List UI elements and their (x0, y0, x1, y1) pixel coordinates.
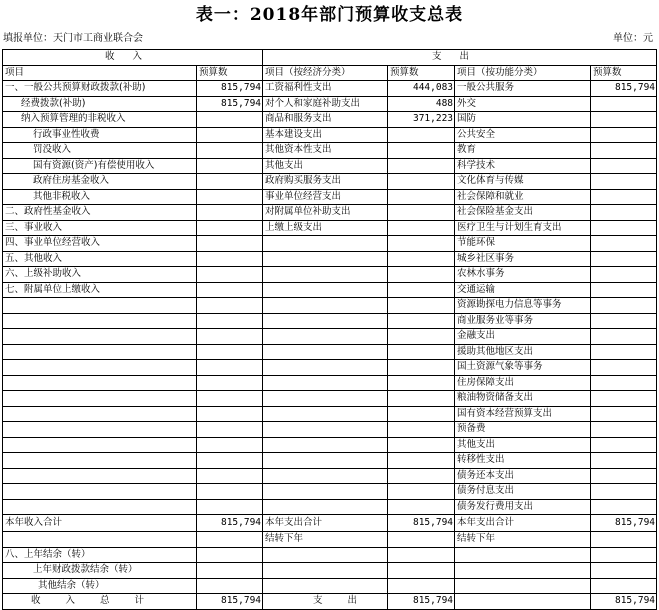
grand-expense-total-value-func: 815,794 (591, 594, 657, 610)
func-item-label: 转移性支出 (455, 453, 591, 469)
func-item-label: 债务还本支出 (455, 468, 591, 484)
func-item-value (591, 127, 657, 143)
econ-item-label: 事业单位经营支出 (263, 189, 388, 205)
blank-cell (455, 578, 591, 594)
col-econ-header: 项目（按经济分类） (263, 65, 388, 81)
income-item-value (197, 236, 263, 252)
table-row (3, 468, 657, 484)
currency-unit: 单位：元 (613, 33, 653, 44)
func-item-label: 援助其他地区支出 (455, 344, 591, 360)
income-item-value (197, 375, 263, 391)
income-item-label: 二、政府性基金收入 (3, 205, 197, 221)
table-row (3, 329, 657, 345)
func-item-label: 债务付息支出 (455, 484, 591, 500)
func-item-label: 社会保险基金支出 (455, 205, 591, 221)
econ-item-value (388, 174, 455, 190)
income-item-value (197, 205, 263, 221)
func-item-label: 其他支出 (455, 437, 591, 453)
econ-item-label (263, 375, 388, 391)
income-item-value (197, 406, 263, 422)
econ-item-label (263, 499, 388, 515)
table-row (3, 344, 657, 360)
table-row (3, 143, 657, 159)
econ-item-label: 政府购买服务支出 (263, 174, 388, 190)
col-item-header: 项目 (3, 65, 197, 81)
econ-item-label (263, 391, 388, 407)
func-item-value (591, 344, 657, 360)
func-item-value (591, 158, 657, 174)
income-item-label (3, 484, 197, 500)
econ-item-value (388, 236, 455, 252)
blank-cell (197, 547, 263, 563)
income-item-label: 经费拨款(补助) (3, 96, 197, 112)
econ-item-label (263, 282, 388, 298)
econ-item-value (388, 313, 455, 329)
income-item-label (3, 391, 197, 407)
income-item-value (197, 437, 263, 453)
func-item-value (591, 484, 657, 500)
func-item-value (591, 112, 657, 128)
grand-expense-total-value: 815,794 (388, 594, 455, 610)
income-item-value (197, 220, 263, 236)
econ-item-value (388, 298, 455, 314)
econ-item-value: 444,083 (388, 81, 455, 97)
econ-item-value (388, 205, 455, 221)
econ-item-value (388, 499, 455, 515)
func-item-label: 国土资源气象等事务 (455, 360, 591, 376)
income-item-label: 国有资源(资产)有偿使用收入 (3, 158, 197, 174)
blank-cell (197, 578, 263, 594)
econ-item-label (263, 453, 388, 469)
income-item-label (3, 453, 197, 469)
econ-item-value (388, 437, 455, 453)
func-item-value (591, 360, 657, 376)
econ-item-label (263, 468, 388, 484)
econ-item-value: 371,223 (388, 112, 455, 128)
func-item-value (591, 313, 657, 329)
econ-item-value: 488 (388, 96, 455, 112)
econ-item-value (388, 329, 455, 345)
econ-item-label (263, 251, 388, 267)
econ-item-value (388, 422, 455, 438)
income-item-value (197, 251, 263, 267)
func-item-label: 社会保障和就业 (455, 189, 591, 205)
table-row (3, 205, 657, 221)
income-item-label (3, 313, 197, 329)
econ-item-label (263, 313, 388, 329)
func-item-value (591, 406, 657, 422)
table-row (3, 174, 657, 190)
econ-item-value (388, 484, 455, 500)
income-item-value: 815,794 (197, 81, 263, 97)
func-item-label: 文化体育与传媒 (455, 174, 591, 190)
income-item-value (197, 484, 263, 500)
income-item-value (197, 391, 263, 407)
income-item-value (197, 298, 263, 314)
func-item-value (591, 220, 657, 236)
econ-item-label: 其他资本性支出 (263, 143, 388, 159)
blank-cell (388, 578, 455, 594)
prev-balance-label: 八、上年结余（转） (3, 547, 197, 563)
col-func-header: 项目（按功能分类） (455, 65, 591, 81)
econ-item-value (388, 220, 455, 236)
func-item-value: 815,794 (591, 81, 657, 97)
income-item-label: 四、事业单位经营收入 (3, 236, 197, 252)
blank-cell (591, 563, 657, 579)
econ-item-value (388, 344, 455, 360)
income-year-total-label: 本年收入合计 (3, 515, 197, 532)
econ-item-value (388, 360, 455, 376)
income-item-label (3, 437, 197, 453)
blank-cell (197, 532, 263, 548)
grand-expense-total-label: 支 出 (263, 594, 388, 610)
income-item-label (3, 499, 197, 515)
income-item-value (197, 468, 263, 484)
func-item-label: 国防 (455, 112, 591, 128)
reporting-unit: 填报单位：天门市工商业联合会 (3, 33, 143, 44)
income-item-label: 其他非税收入 (3, 189, 197, 205)
table-row (3, 267, 657, 283)
table-row (3, 422, 657, 438)
table-row (3, 112, 657, 128)
blank-cell (591, 578, 657, 594)
econ-item-label (263, 236, 388, 252)
income-item-label: 纳入预算管理的非税收入 (3, 112, 197, 128)
func-item-value (591, 205, 657, 221)
func-item-label: 城乡社区事务 (455, 251, 591, 267)
income-item-label: 六、上级补助收入 (3, 267, 197, 283)
econ-item-label (263, 437, 388, 453)
blank-cell (388, 532, 455, 548)
blank-cell (263, 578, 388, 594)
income-item-label: 三、事业收入 (3, 220, 197, 236)
blank-cell (455, 594, 591, 610)
carry-forward-label: 结转下年 (263, 532, 388, 548)
table-row (3, 96, 657, 112)
income-item-value (197, 189, 263, 205)
econ-item-label (263, 267, 388, 283)
income-item-label: 一、一般公共预算财政拨款(补助) (3, 81, 197, 97)
blank-cell (388, 563, 455, 579)
econ-item-label (263, 360, 388, 376)
econ-item-label (263, 344, 388, 360)
col-budget3-header: 预算数 (591, 65, 657, 81)
income-item-value (197, 499, 263, 515)
income-item-label: 政府住房基金收入 (3, 174, 197, 190)
income-item-value (197, 422, 263, 438)
grand-income-total-value: 815,794 (197, 594, 263, 610)
expense-year-total-value: 815,794 (388, 515, 455, 532)
func-item-value (591, 267, 657, 283)
page-title: 表一：2018年部门预算收支总表 (195, 5, 464, 25)
func-item-label: 国有资本经营预算支出 (455, 406, 591, 422)
econ-item-label (263, 406, 388, 422)
income-item-value (197, 282, 263, 298)
func-item-value (591, 143, 657, 159)
econ-item-value (388, 391, 455, 407)
econ-item-value (388, 375, 455, 391)
income-item-value: 815,794 (197, 96, 263, 112)
econ-item-value (388, 251, 455, 267)
func-item-label: 交通运输 (455, 282, 591, 298)
table-row (3, 313, 657, 329)
func-item-label: 资源勘探电力信息等事务 (455, 298, 591, 314)
income-item-label (3, 406, 197, 422)
table-row (3, 484, 657, 500)
income-item-value (197, 143, 263, 159)
table-row (3, 189, 657, 205)
func-item-value (591, 189, 657, 205)
econ-item-value (388, 406, 455, 422)
func-item-label: 粮油物资储备支出 (455, 391, 591, 407)
func-item-label: 一般公共服务 (455, 81, 591, 97)
col-budget-header: 预算数 (197, 65, 263, 81)
blank-cell (3, 532, 197, 548)
func-item-value (591, 329, 657, 345)
econ-item-value (388, 127, 455, 143)
grand-income-total-label: 收 入 总 计 (3, 594, 197, 610)
blank-cell (263, 563, 388, 579)
income-item-value (197, 360, 263, 376)
blank-cell (197, 563, 263, 579)
blank-cell (455, 563, 591, 579)
income-item-value (197, 112, 263, 128)
table-row (3, 127, 657, 143)
func-item-value (591, 236, 657, 252)
carry-forward-label-func: 结转下年 (455, 532, 591, 548)
econ-item-label: 对附属单位补助支出 (263, 205, 388, 221)
func-item-value (591, 174, 657, 190)
func-item-label: 农林水事务 (455, 267, 591, 283)
econ-item-value (388, 158, 455, 174)
table-row (3, 298, 657, 314)
func-item-label: 外交 (455, 96, 591, 112)
income-item-value (197, 267, 263, 283)
func-item-value (591, 468, 657, 484)
econ-item-label: 上缴上级支出 (263, 220, 388, 236)
econ-item-value (388, 189, 455, 205)
func-item-label: 节能环保 (455, 236, 591, 252)
expense-year-total-value-func: 815,794 (591, 515, 657, 532)
econ-item-label: 商品和服务支出 (263, 112, 388, 128)
econ-item-label: 对个人和家庭补助支出 (263, 96, 388, 112)
func-item-value (591, 251, 657, 267)
income-item-label: 行政事业性收费 (3, 127, 197, 143)
func-item-value (591, 298, 657, 314)
table-row (3, 360, 657, 376)
econ-item-value (388, 453, 455, 469)
income-item-label (3, 422, 197, 438)
income-item-label: 罚没收入 (3, 143, 197, 159)
econ-item-label (263, 422, 388, 438)
expense-year-total-label-func: 本年支出合计 (455, 515, 591, 532)
other-balance-label: 其他结余（转） (3, 578, 197, 594)
table-row (3, 391, 657, 407)
income-item-label (3, 468, 197, 484)
func-item-value (591, 96, 657, 112)
table-row (3, 81, 657, 97)
table-row (3, 282, 657, 298)
income-item-label (3, 344, 197, 360)
income-item-label: 七、附属单位上缴收入 (3, 282, 197, 298)
blank-cell (388, 547, 455, 563)
func-item-label: 医疗卫生与计划生育支出 (455, 220, 591, 236)
income-item-value (197, 453, 263, 469)
econ-item-label (263, 484, 388, 500)
expense-year-total-label: 本年支出合计 (263, 515, 388, 532)
func-item-label: 住房保障支出 (455, 375, 591, 391)
func-item-label: 教育 (455, 143, 591, 159)
func-item-label: 公共安全 (455, 127, 591, 143)
income-item-label (3, 360, 197, 376)
blank-cell (263, 547, 388, 563)
func-item-value (591, 453, 657, 469)
econ-item-label (263, 329, 388, 345)
econ-item-value (388, 468, 455, 484)
func-item-label: 金融支出 (455, 329, 591, 345)
blank-cell (591, 547, 657, 563)
budget-table (2, 49, 657, 610)
income-item-label: 五、其他收入 (3, 251, 197, 267)
func-item-value (591, 375, 657, 391)
blank-cell (591, 532, 657, 548)
income-item-value (197, 127, 263, 143)
table-row (3, 375, 657, 391)
econ-item-label: 基本建设支出 (263, 127, 388, 143)
func-item-label: 科学技术 (455, 158, 591, 174)
econ-item-value (388, 282, 455, 298)
func-item-value (591, 437, 657, 453)
table-row (3, 236, 657, 252)
func-item-label: 预备费 (455, 422, 591, 438)
income-item-value (197, 344, 263, 360)
func-item-value (591, 422, 657, 438)
col-budget2-header: 预算数 (388, 65, 455, 81)
income-item-label (3, 298, 197, 314)
income-item-label (3, 329, 197, 345)
func-item-label: 商业服务业等事务 (455, 313, 591, 329)
blank-cell (455, 547, 591, 563)
func-item-value (591, 282, 657, 298)
table-row (3, 499, 657, 515)
func-item-value (591, 391, 657, 407)
income-item-value (197, 313, 263, 329)
income-item-value (197, 174, 263, 190)
income-item-label (3, 375, 197, 391)
prev-fiscal-balance-label: 上年财政拨款结余（转） (3, 563, 197, 579)
econ-item-label (263, 298, 388, 314)
func-item-value (591, 499, 657, 515)
econ-item-value (388, 267, 455, 283)
table-row (3, 220, 657, 236)
expense-header: 支出 (263, 50, 657, 66)
table-row (3, 437, 657, 453)
income-year-total-value: 815,794 (197, 515, 263, 532)
income-header: 收入 (3, 50, 263, 66)
table-row (3, 251, 657, 267)
table-row (3, 406, 657, 422)
econ-item-label: 其他支出 (263, 158, 388, 174)
econ-item-value (388, 143, 455, 159)
income-item-value (197, 158, 263, 174)
func-item-label: 债务发行费用支出 (455, 499, 591, 515)
table-row (3, 453, 657, 469)
econ-item-label: 工资福利性支出 (263, 81, 388, 97)
income-item-value (197, 329, 263, 345)
table-row (3, 158, 657, 174)
